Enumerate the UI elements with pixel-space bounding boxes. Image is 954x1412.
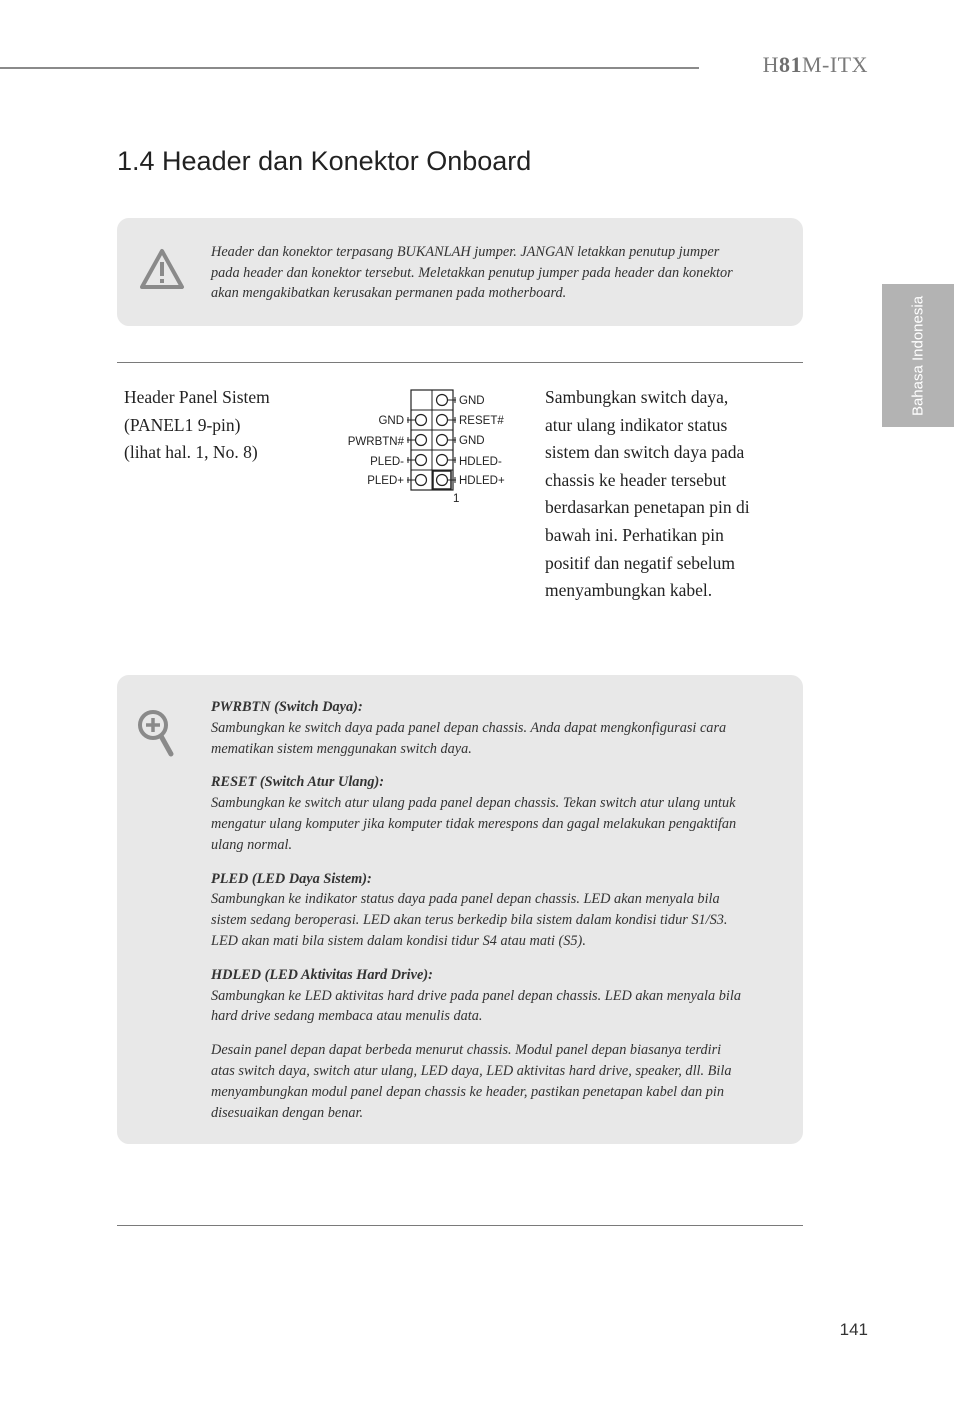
note-title: PLED (LED Daya Sistem):: [211, 870, 372, 887]
pin-label: PLED+: [367, 475, 404, 487]
pin-label: GND: [459, 395, 485, 407]
pin-label: RESET#: [459, 415, 504, 427]
note-title: HDLED (LED Aktivitas Hard Drive):: [211, 966, 433, 983]
section-divider: [117, 362, 803, 363]
note-item: [211, 965, 746, 1027]
pin-label: HDLED+: [459, 475, 505, 487]
notes-list: [211, 697, 746, 1136]
pin-label: PLED-: [370, 456, 404, 468]
note-body: Sambungkan ke switch atur ulang pada panel depan chassis. Tekan switch atur ulang untuk mengatur ulang komputer jika komputer tidak merespons dan gagal melakukan pengaktifan ulang normal.: [211, 795, 737, 853]
note-body: Sambungkan ke switch daya pada panel depan chassis. Anda dapat mengkonfigurasi cara mematikan sistem menggunakan switch daya.: [211, 719, 727, 757]
note-body: Sambungkan ke LED aktivitas hard drive pada panel depan chassis. LED akan menyala bila hard drive sedang membaca atau menulis data.: [211, 987, 741, 1025]
pin1-marker-label: 1: [453, 493, 460, 505]
note-box: [117, 675, 803, 1144]
note-title: PWRBTN (Switch Daya):: [211, 699, 363, 715]
pin-label: PWRBTN#: [347, 436, 404, 448]
panel-header-label: [124, 384, 270, 467]
page-number: 141: [839, 1320, 868, 1339]
note-closing-text: Desain panel depan dapat berbeda menurut chassis. Modul panel depan biasanya terdiri atas switch daya, switch atur ulang, LED daya, LED aktivitas hard drive, speaker, dll. Bila menyambungkan modul panel depan chassis ke header, pastikan penetapan kabel dan pin disesuaikan dengan benar.: [211, 1042, 732, 1121]
model-name: H81M-ITX: [762, 52, 868, 77]
panel-description: Sambungkan switch daya, atur ulang indikator status sistem dan switch daya pada chassis ke header tersebut berdasarkan penetapan pin di bawah ini. Perhatikan pin positif dan negatif sebelum menyambungkan kabel.: [545, 387, 750, 601]
warning-triangle-icon: [139, 248, 185, 290]
note-body: Sambungkan ke indikator status daya pada panel depan chassis. LED akan menyala bila sistem sedang beroperasi. LED akan terus berkedip bila sistem dalam kondisi tidur S1/S3. LED akan mati bila sistem dalam kondisi tidur S4 atau mati (S5).: [211, 891, 728, 949]
panel-label-line: Header Panel Sistem: [124, 387, 270, 407]
note-closing: [211, 1040, 746, 1123]
note-item: [211, 869, 746, 952]
warning-box: [117, 218, 803, 326]
language-tab[interactable]: [882, 284, 954, 427]
header-rule: [0, 67, 699, 69]
note-item: [211, 697, 746, 759]
pin-label: HDLED-: [459, 456, 502, 468]
note-title: RESET (Switch Atur Ulang):: [211, 774, 385, 791]
panel-label-line: (PANEL1 9-pin): [124, 414, 241, 435]
warning-text: Header dan konektor terpasang BUKANLAH jumper. JANGAN letakkan penutup jumper pada header dan konektor tersebut. Meletakkan penutup jumper pada header dan konektor akan mengakibatkan kerusakan permanen pada motherboard.: [211, 244, 733, 301]
pin-label: GND: [378, 415, 404, 427]
language-tab-label: Bahasa Indonesia: [909, 295, 927, 416]
panel1-pin-diagram: [336, 384, 536, 514]
note-item: [211, 772, 746, 855]
magnifier-plus-icon: [137, 707, 175, 757]
footer-divider: [117, 1225, 803, 1226]
panel-label-line: (lihat hal. 1, No. 8): [124, 442, 258, 463]
pin-label: GND: [459, 435, 485, 447]
section-title: 1.4 Header dan Konektor Onboard: [117, 146, 532, 176]
